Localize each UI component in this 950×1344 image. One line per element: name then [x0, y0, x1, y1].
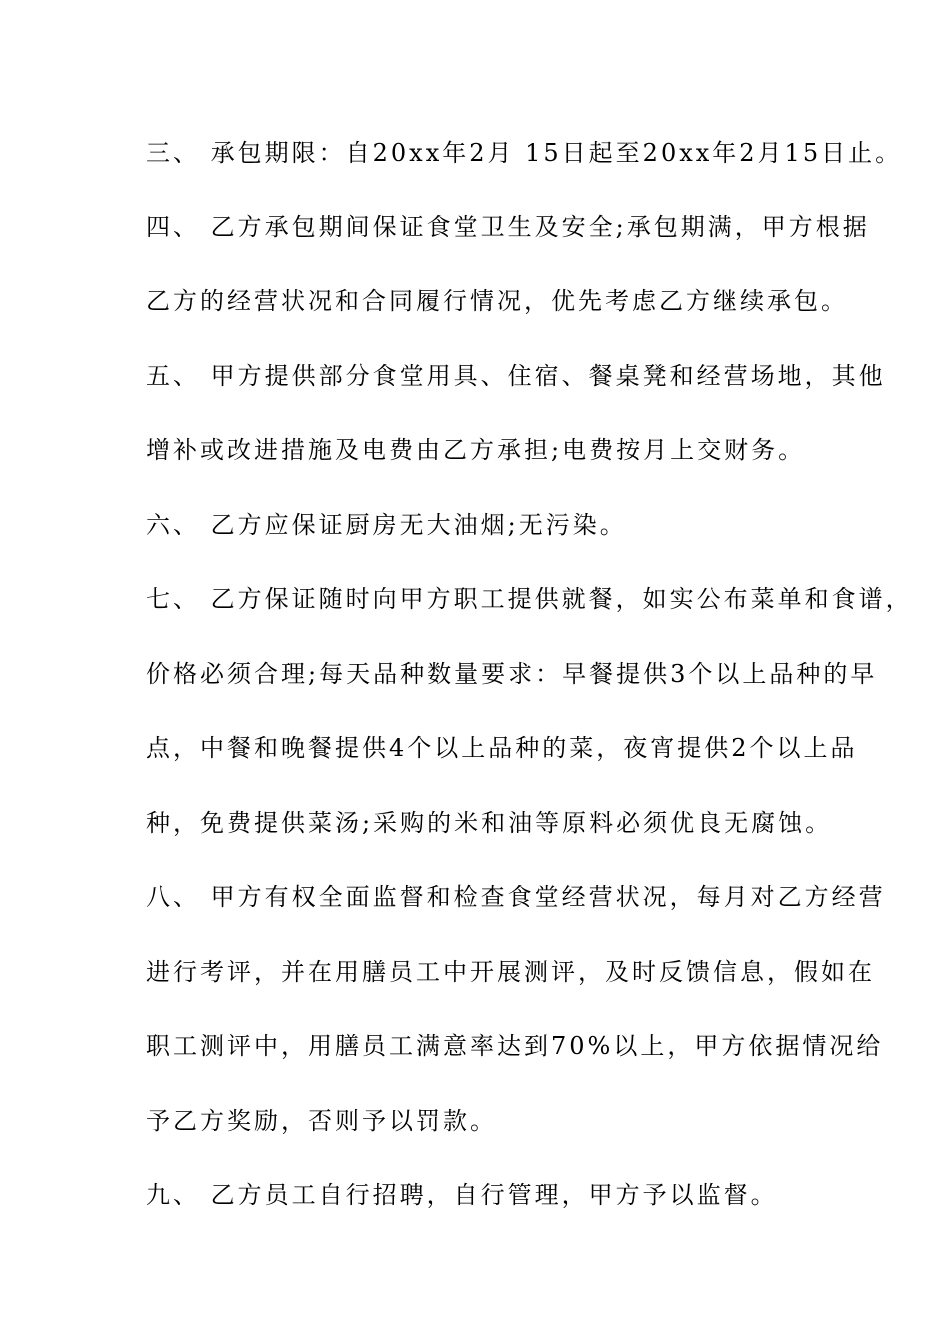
clause-7-line-2: 价格必须合理;每天品种数量要求：早餐提供3个以上品种的早	[146, 660, 878, 688]
clause-6-line-1: 六、 乙方应保证厨房无大油烟;无污染。	[146, 511, 627, 539]
clause-7-line-1: 七、 乙方保证随时向甲方职工提供就餐，如实公布菜单和食谱，	[146, 585, 913, 613]
clause-9-line-1: 九、 乙方员工自行招聘，自行管理，甲方予以监督。	[146, 1181, 778, 1209]
clause-3-line-1: 三、 承包期限：自20xx年2月 15日起至20xx年2月15日止。	[146, 139, 903, 167]
clause-8-line-4: 予乙方奖励，否则予以罚款。	[146, 1107, 497, 1135]
clause-8-line-3: 职工测评中，用膳员工满意率达到70%以上，甲方依据情况给	[146, 1032, 884, 1060]
clause-4-line-1: 四、 乙方承包期间保证食堂卫生及安全;承包期满，甲方根据	[146, 213, 870, 241]
clause-8-line-2: 进行考评，并在用膳员工中开展测评，及时反馈信息，假如在	[146, 958, 875, 986]
clause-7-line-4: 种，免费提供菜汤;采购的米和油等原料必须优良无腐蚀。	[146, 809, 833, 837]
clause-8-line-1: 八、 甲方有权全面监督和检查食堂经营状况，每月对乙方经营	[146, 883, 886, 911]
clause-7-line-3: 点，中餐和晚餐提供4个以上品种的菜，夜宵提供2个以上品	[146, 734, 858, 762]
clause-5-line-1: 五、 甲方提供部分食堂用具、住宿、餐桌凳和经营场地，其他	[146, 362, 886, 390]
clause-5-line-2: 增补或改进措施及电费由乙方承担;电费按月上交财务。	[146, 436, 806, 464]
clause-4-line-2: 乙方的经营状况和合同履行情况，优先考虑乙方继续承包。	[146, 287, 848, 315]
